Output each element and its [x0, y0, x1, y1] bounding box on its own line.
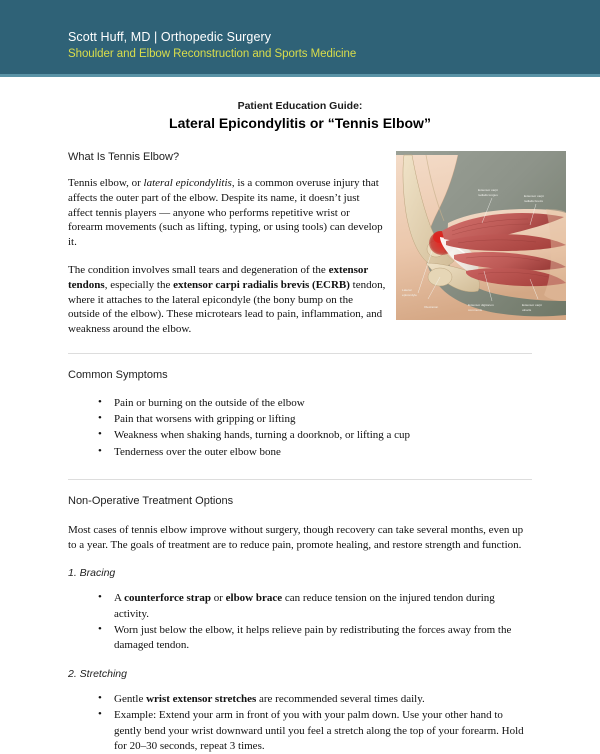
elbow-anatomy-illustration	[396, 151, 566, 320]
list-item: • Gentle wrist extensor stretches are recommended several times daily.	[114, 692, 532, 707]
subheading-stretching: 2. Stretching	[68, 668, 127, 681]
list-item: • Tenderness over the outer elbow bone	[114, 445, 532, 460]
subheading-bracing: 1. Bracing	[68, 567, 116, 580]
list-item: • Weakness when shaking hands, turning a doorknob, or lifting a cup	[114, 428, 532, 443]
list-item: • Example: Extend your arm in front of you with your palm down. Use your other hand to gently bend your wrist downward until you feel a stretch along the top of your forearm. Hold for 20–30 seconds, repeat 3 times.	[114, 708, 532, 754]
figure-label-ecu: Extensor carpi	[522, 303, 542, 307]
bracing-list	[68, 591, 532, 653]
figure-label-edc: Extensor digitorum	[468, 303, 494, 307]
figure-label-lat-epi: Lateral	[402, 288, 412, 292]
list-item: • Pain or burning on the outside of the elbow	[114, 396, 532, 411]
figure-label-ecu-2: ulnaris	[522, 308, 532, 312]
treatment-intro: Most cases of tennis elbow improve without surgery, though recovery can take several months, even up to a year. The goals of treatment are to reduce pain, promote healing, and restore strength and function.	[68, 523, 524, 551]
section-heading-treatment: Non-Operative Treatment Options	[68, 494, 234, 507]
figure-label-ecrl: Extensor carpi	[478, 188, 498, 192]
list-item: • Pain that worsens with gripping or lifting	[114, 412, 532, 427]
figure-label-ecrb: Extensor carpi	[524, 194, 544, 198]
document-content	[0, 150, 600, 754]
document-eyebrow: Patient Education Guide:	[237, 100, 363, 112]
practice-name: Scott Huff, MD | Orthopedic Surgery	[68, 30, 272, 44]
section-heading-what-is: What Is Tennis Elbow?	[68, 151, 180, 163]
document-page	[0, 99, 600, 754]
intro-section	[68, 150, 544, 337]
figure-column	[386, 150, 566, 320]
stretching-block	[68, 667, 532, 754]
list-item: • A counterforce strap or elbow brace can reduce tension on the injured tendon during activity.	[114, 591, 532, 621]
figure-label-edc-2: communis	[468, 308, 483, 312]
intro-text-column	[68, 150, 386, 337]
document-title-block	[0, 99, 600, 132]
divider-above-symptoms	[68, 353, 532, 354]
section-heading-symptoms: Common Symptoms	[68, 368, 168, 381]
treatment-section	[68, 494, 532, 754]
symptoms-section	[68, 368, 532, 460]
symptoms-list	[68, 396, 532, 460]
what-is-paragraph-1: Tennis elbow, or lateral epicondylitis, is a common overuse injury that affects the outer part of the elbow. Despite its name, it doesn’t just affect tennis players — anyone who performs repetitive wrist or forearm movements (such as lifting, typing, or using tools) can develop it.	[68, 177, 383, 249]
figure-label-ecrb-2: radialis brevis	[524, 199, 543, 203]
divider-above-treatment	[68, 479, 532, 480]
figure-label-lat-epi-2: epicondyle	[402, 293, 417, 297]
site-header	[0, 0, 600, 77]
list-item: • Worn just below the elbow, it helps relieve pain by redistributing the forces away from the damaged tendon.	[114, 623, 532, 653]
practice-tagline: Shoulder and Elbow Reconstruction and Sports Medicine	[68, 48, 357, 60]
what-is-paragraph-2: The condition involves small tears and degeneration of the extensor tendons, especially the extensor carpi radialis brevis (ECRB) tendon, where it attaches to the lateral epicondyle (the bony bump on the outside of the elbow). These microtears lead to pain, inflammation, and weakness around the elbow.	[68, 263, 386, 336]
page-title: Lateral Epicondylitis or “Tennis Elbow”	[169, 115, 431, 131]
bracing-block	[68, 566, 532, 653]
stretching-list	[68, 692, 532, 754]
figure-label-olecranon: Olecranon	[424, 305, 439, 309]
figure-label-ecrl-2: radialis longus	[478, 193, 498, 197]
